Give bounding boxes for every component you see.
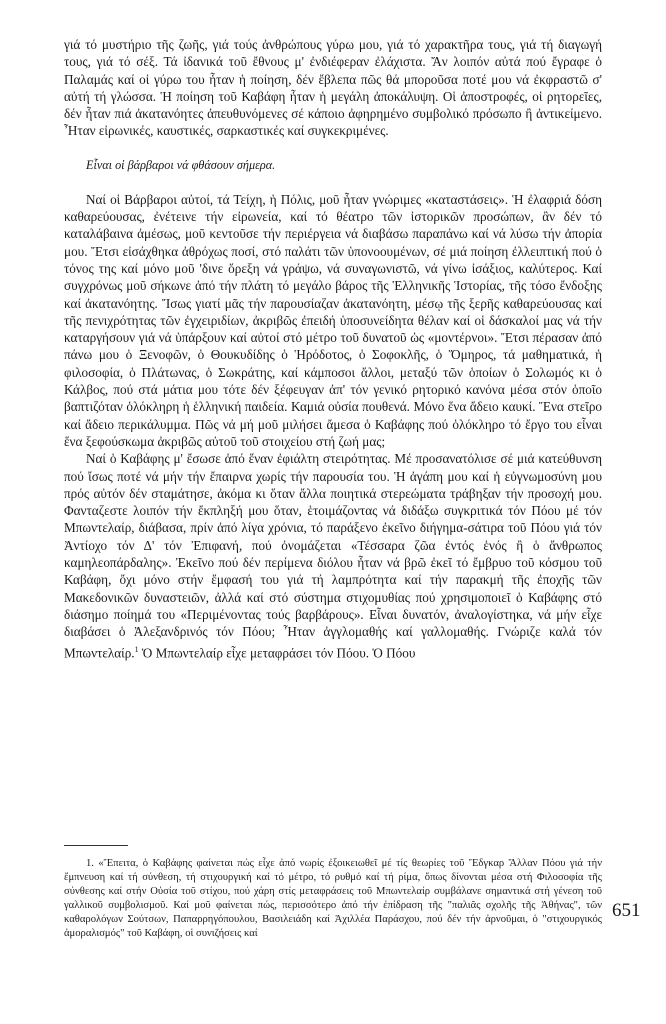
footnote-divider [64,845,128,846]
footnote-marker: 1 [134,644,139,654]
paragraph-intro: γιά τό μυστήριο τῆς ζωῆς, γιά τούς ἀνθρώπους γύρω μου, γιά τό χαρακτῆρα τους, γιά τή διαγωγή τους, γιά τό σέξ. Τά ἰδανικά τοῦ ἔθνους μ' ἐνδιέφεραν ἐλάχιστα. Ἄν λοιπόν αὐτά πού ἔγραφε ὁ Παλαμάς καί οἱ γύρω του ἦταν ἡ ποίηση, δέν ἔβλεπα πῶς θά μποροῦσα ποτέ μου νά ἐκφραστῶ σ' αὐτή τή γλώσσα. Ἡ ποίηση τοῦ Καβάφη ἦταν ἡ μεγάλη ἀποκάλυψη. Οἱ ἀποστροφές, οἱ ρητορεῖες, δέν ἦταν πιά ἀκατανόητες ἀπευθυνόμενες σέ κάποιο ἀφηρημένο συμβολικό πρόσωπο ἢ ἀντικείμενο. Ἦταν εἰρωνικές, καυστικές, σαρκαστικές καί συγκεκριμένες. [64,37,602,139]
poem-quote: Εἶναι οἱ βάρβαροι νά φθάσουν σήμερα. [86,157,276,172]
page-number: 651 [612,900,641,921]
paragraph-cavafy-poe [64,450,602,661]
paragraph-cavafy-poe-tail: Ὁ Μπωντελαίρ εἶχε μεταφράσει τόν Πόου. Ὁ Πόου [138,644,416,660]
paragraph-cavafy-poe-text: Ναί ὁ Καβάφης μ' ἔσωσε ἀπό ἕναν ἐφιάλτη στειρότητας. Μέ προσανατόλισε σέ μιά κατεύθυνση πού ἴσως ποτέ νά μήν τήν ἔπαιρνα χωρίς τήν παρουσία του. Ἡ ἀγάπη μου καί ἡ εὐγνωμοσύνη μου πρός αὐτόν δέν σταμάτησε, ἀκόμα κι ὅταν ἄλλα ποιητικά στερεώματα τράβηξαν τήν προσοχή μου. Φανταζεστε λοιπόν τήν ἔκπληξή μου ὅταν, ἑτοιμάζοντας νά διδάξω συγκριτικά τόν Πόου μέ τόν Μπωντελαίρ, διάβασα, πρίν ἀπό λίγα χρόνια, τό παράξενο ἐκεῖνο διήγημα-σάτιρα τοῦ Πόου γιά τόν Ἀντίοχο τόν Δ' τόν Ἐπιφανή, πού ὀνομάζεται «Τέσσαρα ζῶα ἐντός ἑνός ἢ ὁ ἄνθρωπος καμηλεοπάρδαλης». Ἐκεῖνο πού δέν περίμενα διόλου ἦταν νά βρῶ ἐκεῖ τό ἔμβρυο τοῦ κόσμου τοῦ Καβάφη, ὄχι μόνο στήν ἔμφασή του γιά τή λαμπρότητα καί τήν παρακμή τῆς ἐποχῆς τῶν Μακεδονικῶν δυναστειῶν, ἀλλά καί στό σύστημα στιχομυθίας πού χρησιμοποιεῖ ὁ Καβάφης στό διάσημο ποίημά του «Περιμένοντας τούς βαρβάρους». Εἶναι δυνατόν, ἀναλογίστηκα, νά μήν εἶχε διαβάσει ὁ Ἀλεξανδρινός τόν Πόου; Ἦταν ἀγγλομαθής καί γαλλομαθής. Γνώριζε καλά τόν Μπωντελαίρ. [64,451,602,660]
paragraph-barbarians: Ναί οἱ Βάρβαροι αὐτοί, τά Τείχη, ἡ Πόλις, μοῦ ἦταν γνώριμες «καταστάσεις». Ἡ ἐλαφριά δόση καθαρεύουσας, ἐνέτεινε τήν εἰρωνεία, καί τό θέατρο τῶν ἱστορικῶν προσώπων, ἂν δέν τό καταλάβαινα ἀμέσως, μοῦ κεντοῦσε τήν περιέργεια νά διαβάσω παραπάνω καί νά λύσω τήν ἀπορία μου. Ἔτσι εἰσάχθηκα ἀθρόχως ποσί, στό παλάτι τῶν ὑπονοουμένων, σέ μιά ποίηση ἐλλειπτική πού ὁ τόνος της καί μόνο μοῦ 'δινε ὄρεξη νά γράψω, νά συναγωνιστῶ, νά γίνω ἰσάξιος, καλύτερος. Καί συγχρόνως μοῦ σήκωνε ἀπό τήν πλάτη τό μεγάλο βάρος τῆς Ἑλληνικῆς Ἱστορίας, τῆς τόσο ἔνδοξης καί ἀκατανόητης. Ἴσως γιατί μᾶς τήν παρουσίαζαν ἀκατανόητη, μέσῳ τῆς ξερῆς καθαρεύουσας καί τῆς πενιχρότητας τῶν ἐγχειριδίων, ἀκριβῶς ἐπειδή ὑποσυνείδητα θέλαν καί οἱ δάσκαλοί μας νά τήν καταργήσουν γιά νά ὑπάρξουν καί αὐτοί στό μέτρο τοῦ δυνατοῦ ὡς «μοντέρνοι». Ἔτσι πέρασαν ἀπό πάνω μου ὁ Ξενοφῶν, ὁ Θουκυδίδης ὁ Ἡρόδοτος, ὁ Σοφοκλῆς, ὁ Ὅμηρος, τά μαθηματικά, ἡ φιλοσοφία, ὁ Πλάτωνας, ὁ Σωκράτης, καί κάμποσοι ἄλλοι, μεταξύ τῶν ὁποίων ὁ Σολωμός κι ὁ Κάλβος, πού στά μάτια μου τότε δέν ξέφευγαν ἀπ' τόν γενικό ρητορικό κανόνα μέσα στόν ὁποῖο βαπτιζόταν ὁλόκληρη ἡ ἑλληνική παιδεία. Καμιά οὐσία πουθενά. Μόνο ἕνα ἄδειο καυκί. Ἕνα στεῖρο καί ἄδειο περικάλυμμα. Πῶς νά μή μοῦ μιλήσει ἄμεσα ὁ Καβάφης πού ὁλόκληρο τό ἔργο του εἶναι ἕνα ξεφούσκωμα ἀκριβῶς αὐτοῦ τοῦ στοιχείου στή ζωή μας; [64,191,602,449]
page-body [64,36,602,661]
footnote: 1. «Ἔπειτα, ὁ Καβάφης φαίνεται πώς εἶχε ἀπό νωρίς ἐξοικειωθεῖ μέ τίς θεωρίες τοῦ Ἔδγκαρ Ἄλλαν Πόου γιά τήν ἔμπνευση καί τή σύνθεση, τή στιχουργική καί τό μέτρο, τό ρυθμό καί τή ρίμα, ὅπως δίνονται μέσα στή Φιλοσοφία τῆς σύνθεσης καί στήν Οὐσία τοῦ στίχου, πού χάρη στίς μεταφράσεις τοῦ Μπωντελαίρ συμβάλανε σημαντικά στή γένεση τοῦ γαλλικοῦ συμβολισμοῦ. Καί μοῦ φαίνεται πώς, περισσότερο ἀπό τήν ἐπίδραση τῆς "παλιᾶς σχολῆς τῆς Ἀθήνας", τῶν καθαρολόγων Σούτσων, Παπαρρηγόπουλου, Βασιλειάδη καί Ἀχιλλέα Παράσχου, πού δέν τήν ἀρνοῦμαι, ὁ "στιχουργικός ἀμοραλισμός" τοῦ Καβάφη, οἱ συνιζήσεις καί [64,858,602,939]
